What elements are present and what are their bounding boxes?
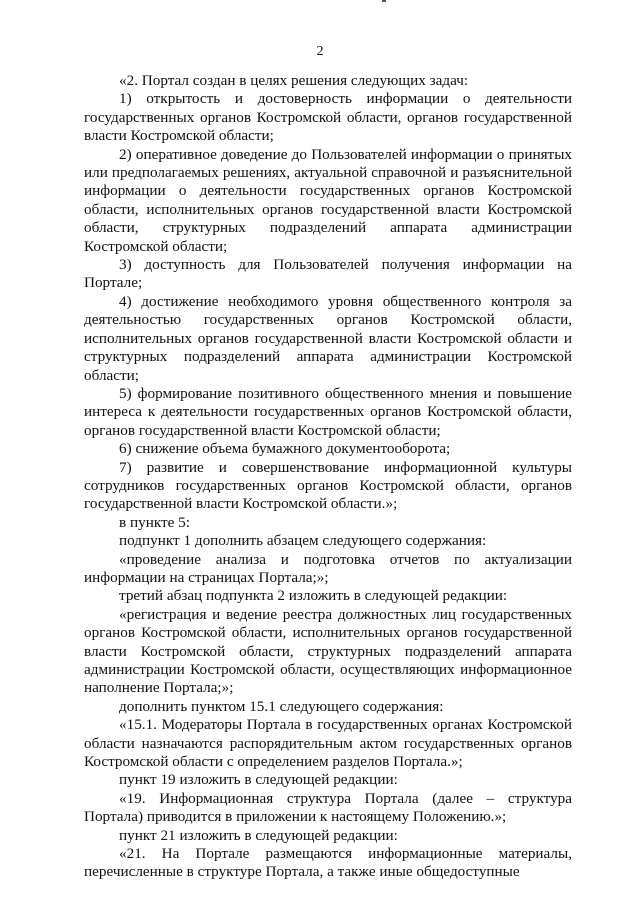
paragraph: 1) открытость и достоверность информации о деятельности государственных органов Костромской области, органов государственной власти Костромской области; bbox=[84, 90, 572, 145]
paragraph: «21. На Портале размещаются информационные материалы, перечисленные в структуре Портала, а также иные общедоступные bbox=[84, 845, 572, 881]
paragraph: 6) снижение объема бумажного документооборота; bbox=[119, 440, 451, 458]
paragraph: 3) доступность для Пользователей получения информации на Портале; bbox=[84, 256, 572, 292]
paragraph: «2. Портал создан в целях решения следующих задач: bbox=[119, 72, 469, 89]
paragraph: подпункт 1 дополнить абзацем следующего содержания: bbox=[119, 532, 487, 550]
paragraph: пункт 19 изложить в следующей редакции: bbox=[119, 771, 398, 789]
paragraph: в пункте 5: bbox=[119, 513, 190, 531]
scan-mark bbox=[382, 0, 386, 2]
paragraph: 5) формирование позитивного общественного мнения и повышение интереса к деятельности государственных органов Костромской области, органов государственной власти Костромской области; bbox=[84, 384, 572, 439]
paragraph: пункт 21 изложить в следующей редакции: bbox=[119, 826, 398, 844]
page-number: 2 bbox=[316, 44, 324, 59]
paragraph: «регистрация и ведение реестра должностных лиц государственных органов Костромской области, исполнительных органов государственной власти Костромской области, структурных подразделений аппарата администрации Костромской области, осуществляющих информационное наполнение Портала;»; bbox=[84, 605, 572, 697]
paragraph: «19. Информационная структура Портала (далее – структура Портала) приводится в приложении к настоящему Положению.»; bbox=[84, 789, 572, 826]
paragraph: «15.1. Модераторы Портала в государственных органах Костромской области назначаются распорядительным актом государственных органов Костромской области с определением разделов Портала.»; bbox=[84, 716, 572, 771]
paragraph: 4) достижение необходимого уровня общественного контроля за деятельностью государственных органов Костромской области, исполнительных органов государственной власти Костромской области и структурных подразделений аппарата администрации Костромской области; bbox=[84, 292, 572, 384]
paragraph: дополнить пунктом 15.1 следующего содержания: bbox=[119, 697, 444, 715]
paragraph: «проведение анализа и подготовка отчетов по актуализации информации на страницах Портала;»; bbox=[84, 550, 572, 586]
paragraph: третий абзац подпункта 2 изложить в следующей редакции: bbox=[119, 587, 508, 605]
document-body bbox=[84, 72, 572, 882]
paragraph: 7) развитие и совершенствование информационной культуры сотрудников государственных органов Костромской области, органов государственной власти Костромской области.»; bbox=[84, 458, 572, 513]
paragraph: 2) оперативное доведение до Пользователей информации о принятых или предполагаемых решениях, актуальной справочной и разъяснительной информации о деятельности государственных органов Костромской области, исполнительных органов государственной власти Костромской области, структурных подразделений аппарата администрации Костромской области; bbox=[84, 145, 572, 255]
